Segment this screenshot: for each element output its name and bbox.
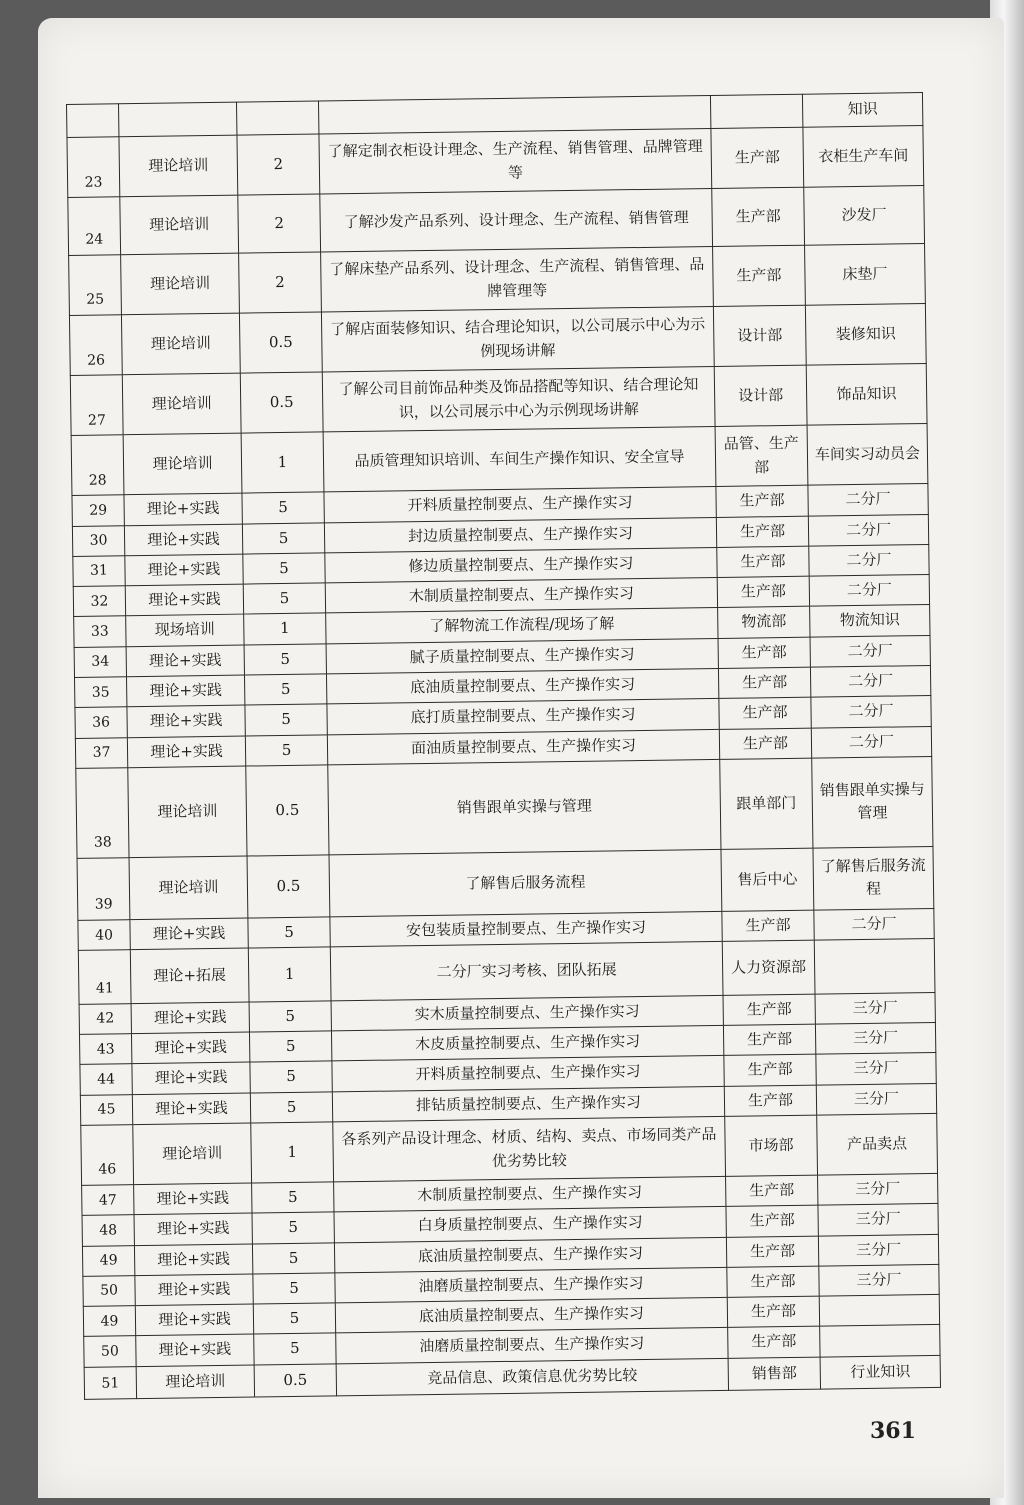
cell-no: 49	[82, 1245, 134, 1276]
cell-target: 三分厂	[816, 1053, 936, 1085]
cell-target: 装修知识	[805, 304, 926, 366]
cell-no: 23	[67, 137, 120, 198]
cell-content: 底油质量控制要点、生产操作实习	[334, 1237, 726, 1273]
cell-hours: 5	[245, 704, 327, 735]
header-cell-content	[318, 96, 710, 135]
cell-hours: 0.5	[240, 372, 323, 433]
cell-content: 了解床垫产品系列、设计理念、生产流程、销售管理、品牌管理等	[321, 247, 714, 312]
cell-content: 销售跟单实操与管理	[328, 759, 721, 855]
cell-target: 二分厂	[809, 544, 929, 576]
cell-type: 理论培训	[121, 253, 240, 315]
header-cell-dept	[710, 94, 802, 129]
cell-content: 排钻质量控制要点、生产操作实习	[332, 1086, 724, 1122]
cell-content: 白身质量控制要点、生产操作实习	[334, 1207, 726, 1243]
cell-dept: 生产部	[716, 485, 808, 517]
cell-hours: 5	[250, 1092, 332, 1123]
table-row	[76, 756, 933, 858]
cell-hours: 5	[253, 1303, 335, 1334]
cell-hours: 5	[245, 734, 327, 765]
cell-no: 41	[78, 950, 131, 1004]
cell-type: 理论+实践	[127, 675, 245, 707]
cell-no: 47	[82, 1185, 134, 1216]
cell-target: 三分厂	[818, 1234, 938, 1266]
cell-no: 25	[69, 255, 122, 316]
cell-type: 理论+实践	[125, 554, 243, 586]
cell-type: 理论培训	[122, 373, 241, 435]
cell-content: 油磨质量控制要点、生产操作实习	[335, 1267, 727, 1303]
cell-content: 底打质量控制要点、生产操作实习	[327, 699, 719, 735]
cell-dept: 生产部	[726, 1205, 818, 1237]
cell-hours: 5	[244, 674, 326, 705]
cell-type: 理论+实践	[132, 1062, 250, 1094]
cell-target: 二分厂	[808, 484, 928, 516]
cell-hours: 0.5	[239, 312, 322, 373]
cell-hours: 5	[243, 583, 325, 614]
cell-dept: 生产部	[713, 245, 806, 306]
cell-dept: 生产部	[724, 1085, 816, 1117]
cell-target: 产品卖点	[817, 1113, 938, 1175]
training-schedule-table-wrap	[66, 92, 940, 1400]
header-cell-no	[67, 104, 119, 138]
cell-dept: 生产部	[719, 728, 811, 760]
cell-type: 理论+实践	[136, 1334, 254, 1366]
cell-dept: 生产部	[728, 1327, 820, 1359]
cell-dept: 销售部	[728, 1357, 820, 1391]
table-body	[67, 93, 941, 1400]
cell-dept: 生产部	[718, 637, 810, 669]
cell-content: 开料质量控制要点、生产操作实习	[332, 1056, 724, 1092]
cell-dept: 生产部	[724, 1055, 816, 1087]
cell-no: 32	[73, 586, 125, 617]
cell-target: 二分厂	[808, 514, 928, 546]
cell-dept: 设计部	[713, 305, 806, 366]
cell-target	[814, 939, 935, 994]
cell-target: 二分厂	[811, 726, 931, 758]
cell-type: 理论+实践	[124, 524, 242, 556]
cell-target: 二分厂	[810, 665, 930, 697]
cell-no: 37	[75, 737, 127, 768]
cell-dept: 生产部	[717, 576, 809, 608]
cell-no: 26	[69, 315, 122, 376]
cell-content: 了解沙发产品系列、设计理念、生产流程、销售管理	[320, 189, 713, 252]
cell-no: 49	[83, 1306, 135, 1337]
cell-target: 三分厂	[818, 1204, 938, 1236]
cell-no: 44	[80, 1064, 132, 1095]
cell-dept: 生产部	[716, 516, 808, 548]
cell-content: 木皮质量控制要点、生产操作实习	[331, 1026, 723, 1062]
cell-target	[819, 1295, 939, 1327]
cell-content: 开料质量控制要点、生产操作实习	[324, 487, 716, 523]
cell-target: 床垫厂	[805, 244, 926, 306]
cell-target: 了解售后服务流程	[813, 846, 934, 910]
cell-content: 木制质量控制要点、生产操作实习	[325, 578, 717, 614]
cell-no: 46	[81, 1125, 134, 1186]
cell-target: 饰品知识	[806, 364, 927, 426]
cell-dept: 品管、生产部	[715, 425, 808, 486]
cell-content: 腻子质量控制要点、生产操作实习	[326, 638, 718, 674]
cell-target: 车间实习动员会	[807, 424, 928, 486]
cell-content: 各系列产品设计理念、材质、结构、卖点、市场同类产品优劣势比较	[333, 1116, 726, 1181]
cell-no: 43	[79, 1034, 131, 1065]
cell-hours: 5	[248, 917, 330, 948]
cell-hours: 1	[251, 1122, 334, 1183]
cell-hours: 2	[238, 194, 321, 253]
cell-no: 42	[79, 1004, 131, 1035]
cell-no: 45	[80, 1094, 132, 1125]
cell-dept: 物流部	[718, 607, 810, 639]
cell-no: 33	[74, 616, 126, 647]
cell-type: 理论培训	[123, 433, 242, 495]
cell-content: 了解售后服务流程	[329, 849, 722, 917]
cell-hours: 0.5	[254, 1364, 336, 1397]
cell-target: 二分厂	[810, 635, 930, 667]
cell-content: 底油质量控制要点、生产操作实习	[335, 1298, 727, 1334]
cell-hours: 5	[242, 522, 324, 553]
cell-type: 理论培训	[133, 1123, 252, 1185]
cell-content: 面油质量控制要点、生产操作实习	[327, 729, 719, 765]
cell-type: 理论+实践	[134, 1183, 252, 1215]
cell-type: 理论+实践	[135, 1304, 253, 1336]
cell-hours: 5	[249, 1001, 331, 1032]
cell-hours: 5	[244, 644, 326, 675]
cell-type: 理论培训	[120, 195, 239, 255]
cell-content: 品质管理知识培训、车间生产操作知识、安全宣导	[323, 427, 716, 492]
cell-content: 了解店面装修知识、结合理论知识，以公司展示中心为示例现场讲解	[321, 307, 714, 372]
cell-hours: 2	[239, 252, 322, 313]
cell-type: 理论+实践	[130, 918, 248, 950]
cell-content: 底油质量控制要点、生产操作实习	[326, 668, 718, 704]
cell-dept: 生产部	[712, 187, 805, 246]
cell-dept: 生产部	[726, 1175, 818, 1207]
cell-type: 现场培训	[126, 614, 244, 646]
cell-type: 理论+实践	[125, 584, 243, 616]
header-cell-type	[119, 102, 237, 137]
cell-no: 48	[82, 1215, 134, 1246]
cell-dept: 生产部	[718, 667, 810, 699]
cell-type: 理论培训	[121, 313, 240, 375]
cell-hours: 5	[243, 553, 325, 584]
cell-target: 三分厂	[815, 992, 935, 1024]
cell-no: 31	[73, 556, 125, 587]
cell-target: 销售跟单实操与管理	[812, 756, 933, 848]
cell-type: 理论+实践	[127, 736, 245, 768]
header-cell-hours	[236, 101, 318, 135]
cell-dept: 售后中心	[721, 848, 814, 911]
cell-content: 了解定制衣柜设计理念、生产流程、销售管理、品牌管理等	[319, 129, 712, 194]
cell-content: 木制质量控制要点、生产操作实习	[334, 1176, 726, 1212]
cell-no: 38	[76, 767, 129, 858]
cell-dept: 生产部	[722, 910, 814, 942]
cell-dept: 生产部	[723, 994, 815, 1026]
cell-type: 理论+实践	[127, 705, 245, 737]
cell-target: 二分厂	[811, 696, 931, 728]
cell-hours: 1	[248, 947, 331, 1002]
cell-type: 理论+实践	[134, 1213, 252, 1245]
cell-dept: 生产部	[727, 1266, 819, 1298]
cell-dept: 生产部	[711, 127, 804, 188]
cell-no: 50	[84, 1336, 136, 1367]
cell-no: 24	[68, 197, 121, 256]
cell-hours: 5	[242, 492, 324, 523]
page-number: 361	[870, 1418, 916, 1444]
cell-type: 理论+拓展	[130, 948, 249, 1003]
cell-content: 二分厂实习考核、团队拓展	[330, 942, 723, 1001]
cell-target: 二分厂	[809, 575, 929, 607]
cell-hours: 5	[254, 1333, 336, 1364]
cell-dept: 市场部	[725, 1115, 818, 1176]
cell-no: 51	[84, 1366, 136, 1399]
cell-target: 三分厂	[816, 1083, 936, 1115]
cell-type: 理论培训	[128, 766, 247, 858]
cell-target: 三分厂	[818, 1173, 938, 1205]
cell-content: 修边质量控制要点、生产操作实习	[325, 547, 717, 583]
cell-type: 理论+实践	[135, 1274, 253, 1306]
cell-hours: 1	[244, 613, 326, 644]
cell-content: 了解公司目前饰品种类及饰品搭配等知识、结合理论知识，以公司展示中心为示例现场讲解	[322, 367, 715, 432]
cell-dept: 人力资源部	[722, 940, 815, 995]
cell-type: 理论+实践	[126, 645, 244, 677]
cell-content: 安包装质量控制要点、生产操作实习	[330, 911, 722, 947]
cell-dept: 生产部	[719, 697, 811, 729]
cell-type: 理论+实践	[131, 1002, 249, 1034]
cell-no: 28	[71, 435, 124, 496]
cell-hours: 0.5	[246, 765, 329, 856]
cell-target: 三分厂	[819, 1264, 939, 1296]
cell-target	[820, 1325, 940, 1357]
cell-dept: 生产部	[727, 1296, 819, 1328]
cell-no: 30	[72, 525, 124, 556]
cell-type: 理论培训	[136, 1365, 254, 1399]
cell-target: 二分厂	[814, 908, 934, 940]
cell-content: 封边质量控制要点、生产操作实习	[324, 517, 716, 553]
cell-hours: 5	[253, 1273, 335, 1304]
training-schedule-table	[66, 92, 941, 1400]
cell-hours: 5	[252, 1182, 334, 1213]
cell-content: 实木质量控制要点、生产操作实习	[331, 995, 723, 1031]
cell-hours: 1	[241, 432, 324, 493]
header-cell-target: 知识	[802, 93, 922, 128]
cell-no: 35	[75, 677, 127, 708]
cell-content: 了解物流工作流程/现场了解	[326, 608, 718, 644]
cell-dept: 生产部	[726, 1236, 818, 1268]
cell-type: 理论+实践	[134, 1244, 252, 1276]
cell-hours: 5	[250, 1061, 332, 1092]
cell-content: 竞品信息、政策信息优劣势比较	[336, 1358, 728, 1396]
cell-type: 理论+实践	[131, 1032, 249, 1064]
cell-hours: 5	[249, 1031, 331, 1062]
cell-hours: 5	[252, 1242, 334, 1273]
cell-dept: 生产部	[723, 1024, 815, 1056]
cell-no: 36	[75, 707, 127, 738]
cell-type: 理论+实践	[124, 493, 242, 525]
cell-no: 29	[72, 495, 124, 526]
cell-no: 27	[70, 375, 123, 436]
cell-target: 行业知识	[820, 1355, 940, 1389]
cell-no: 34	[74, 646, 126, 677]
cell-hours: 2	[237, 134, 320, 195]
cell-content: 油磨质量控制要点、生产操作实习	[336, 1328, 728, 1364]
cell-type: 理论培训	[119, 135, 238, 197]
cell-dept: 跟单部门	[720, 758, 813, 849]
cell-type: 理论培训	[129, 856, 248, 920]
cell-hours: 0.5	[247, 855, 330, 918]
cell-no: 39	[77, 858, 130, 921]
cell-dept: 生产部	[717, 546, 809, 578]
cell-target: 沙发厂	[804, 186, 925, 246]
cell-target: 物流知识	[810, 605, 930, 637]
cell-no: 50	[83, 1276, 135, 1307]
cell-target: 衣柜生产车间	[803, 126, 924, 188]
cell-type: 理论+实践	[132, 1093, 250, 1125]
cell-dept: 设计部	[714, 365, 807, 426]
cell-target: 三分厂	[815, 1023, 935, 1055]
cell-hours: 5	[252, 1212, 334, 1243]
cell-no: 40	[78, 920, 130, 951]
